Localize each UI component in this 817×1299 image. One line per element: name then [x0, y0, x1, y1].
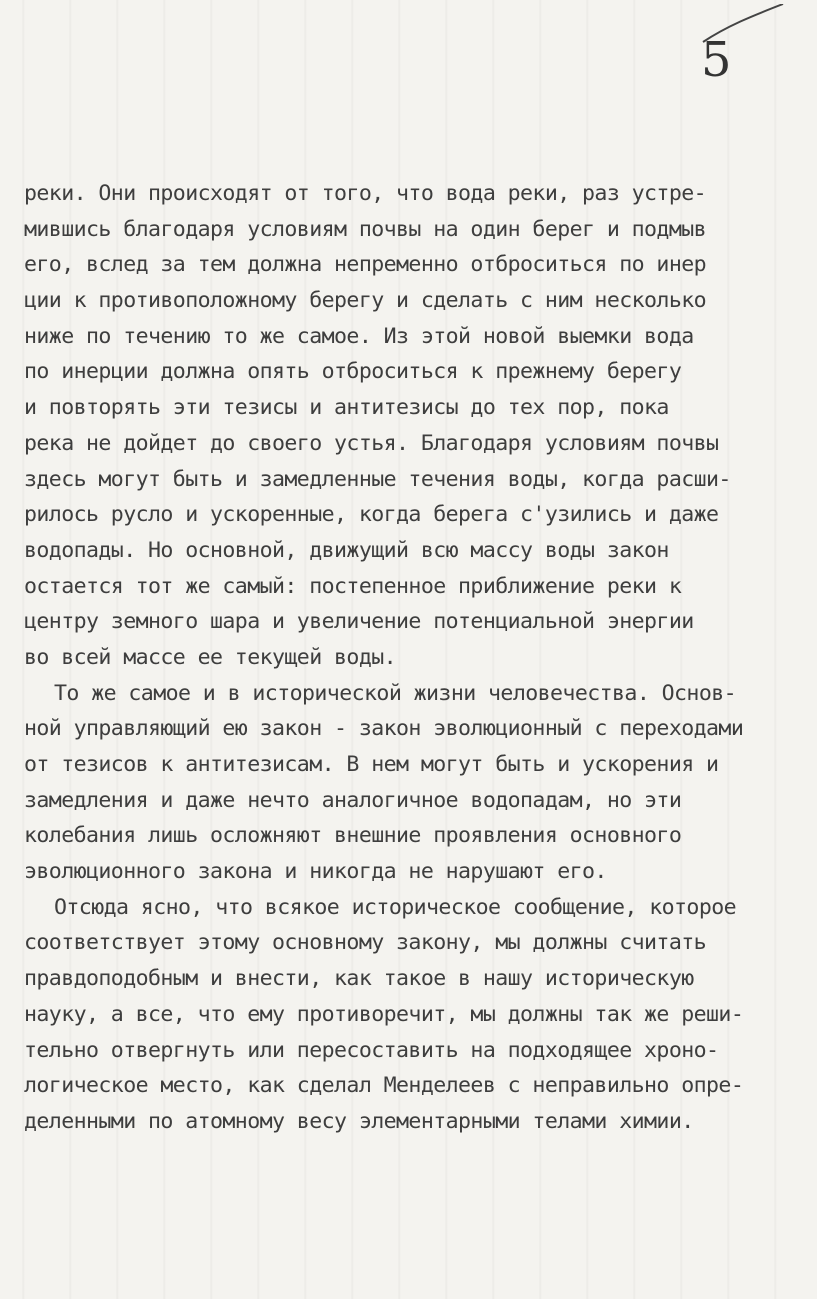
page-number-text: 5 [701, 32, 732, 82]
text-line: река не дойдет до своего устья. Благодаря условиям почвы [24, 430, 719, 456]
page-number-mark [697, 4, 807, 82]
text-line: тельно отвергнуть или пересоставить на подходящее хроно- [24, 1037, 719, 1063]
text-line: его, вслед за тем должна непременно отброситься по инер [24, 252, 707, 278]
text-line: логическое место, как сделал Менделеев с неправильно опре- [24, 1073, 744, 1099]
text-line: рилось русло и ускоренные, когда берега с'узились и даже [24, 502, 719, 528]
text-line: мившись благодаря условиям почвы на один берег и подмыв [24, 216, 707, 242]
handwritten-page-number [697, 4, 807, 82]
text-line: правдоподобным и внести, как такое в нашу историческую [24, 966, 694, 992]
text-line: от тезисов к антитезисам. В нем могут быть и ускорения и [24, 752, 719, 777]
text-line: деленными по атомному весу элементарными телами химии. [24, 1108, 694, 1134]
text-line: колебания лишь осложняют внешние проявления основного [24, 823, 682, 849]
text-line: остается тот же самый: постепенное приближение реки к [24, 573, 682, 599]
typewritten-text-block [24, 176, 784, 1140]
text-line-paragraph-start: Отсюда ясно, что всякое историческое сообщение, которое [54, 894, 737, 920]
text-line: здесь могут быть и замедленные течения воды, когда расши- [24, 466, 731, 492]
text-line: ции к противоположному берегу и сделать с ним несколько [24, 288, 707, 314]
text-line: замедления и даже нечто аналогичное водопадам, но эти [24, 787, 682, 813]
text-line: соответствует этому основному закону, мы должны считать [24, 930, 707, 956]
text-line: во всей массе ее текущей воды. [24, 644, 397, 670]
text-line-paragraph-start: То же самое и в исторической жизни человечества. Основ- [54, 680, 737, 706]
text-line: по инерции должна опять отброситься к прежнему берегу [24, 359, 682, 385]
text-line: ниже по течению то же самое. Из этой новой выемки вода [24, 323, 694, 349]
text-line: реки. Они происходят от того, что вода реки, раз устре- [24, 181, 707, 206]
text-line: центру земного шара и увеличение потенциальной энергии [24, 609, 694, 635]
text-line: и повторять эти тезисы и антитезисы до тех пор, пока [24, 395, 669, 421]
text-line: эволюционного закона и никогда не нарушают его. [24, 859, 607, 885]
text-line: водопады. Но основной, движущий всю массу воды закон [24, 537, 669, 563]
text-line: науку, а все, что ему противоречит, мы должны так же реши- [24, 1001, 744, 1027]
text-line: ной управляющий ею закон - закон эволюционный с переходами [24, 716, 744, 742]
